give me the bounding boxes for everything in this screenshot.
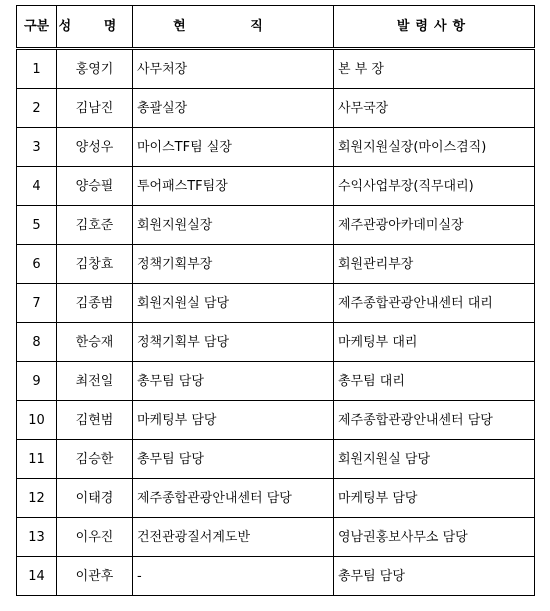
current-position: 정책기획부 담당 (133, 323, 334, 362)
table-row (17, 245, 535, 284)
current-position: 사무처장 (133, 49, 334, 89)
new-appointment: 마케팅부 대리 (334, 323, 535, 362)
employee-name: 이태경 (57, 479, 133, 518)
table-row (17, 362, 535, 401)
employee-name: 김창효 (57, 245, 133, 284)
row-number: 10 (17, 401, 57, 440)
table-row (17, 518, 535, 557)
employee-name: 양승필 (57, 167, 133, 206)
employee-name: 최전일 (57, 362, 133, 401)
header-name: 성 명 (57, 6, 133, 49)
current-position: 총괄실장 (133, 89, 334, 128)
current-position: 투어패스TF팀장 (133, 167, 334, 206)
table-row (17, 440, 535, 479)
header-no: 구분 (17, 6, 57, 49)
table-row (17, 401, 535, 440)
new-appointment: 사무국장 (334, 89, 535, 128)
table-header (17, 6, 535, 49)
current-position: - (133, 557, 334, 596)
current-position: 건전관광질서계도반 (133, 518, 334, 557)
employee-name: 양성우 (57, 128, 133, 167)
table-row (17, 206, 535, 245)
row-number: 9 (17, 362, 57, 401)
table-row (17, 323, 535, 362)
row-number: 11 (17, 440, 57, 479)
row-number: 1 (17, 49, 57, 89)
row-number: 14 (17, 557, 57, 596)
new-appointment: 회원지원실 담당 (334, 440, 535, 479)
header-new-appointment: 발령사항 (334, 6, 535, 49)
employee-name: 김승한 (57, 440, 133, 479)
table-row (17, 128, 535, 167)
row-number: 6 (17, 245, 57, 284)
row-number: 8 (17, 323, 57, 362)
row-number: 7 (17, 284, 57, 323)
new-appointment: 총무팀 대리 (334, 362, 535, 401)
new-appointment: 본 부 장 (334, 49, 535, 89)
employee-name: 이우진 (57, 518, 133, 557)
table-row (17, 89, 535, 128)
table-row (17, 167, 535, 206)
current-position: 마이스TF팀 실장 (133, 128, 334, 167)
row-number: 12 (17, 479, 57, 518)
row-number: 3 (17, 128, 57, 167)
current-position: 회원지원실 담당 (133, 284, 334, 323)
current-position: 제주종합관광안내센터 담당 (133, 479, 334, 518)
row-number: 4 (17, 167, 57, 206)
personnel-table-container (16, 5, 535, 596)
employee-name: 김현범 (57, 401, 133, 440)
table-row (17, 49, 535, 89)
new-appointment: 영남권홍보사무소 담당 (334, 518, 535, 557)
new-appointment: 수익사업부장(직무대리) (334, 167, 535, 206)
current-position: 마케팅부 담당 (133, 401, 334, 440)
row-number: 5 (17, 206, 57, 245)
new-appointment: 회원지원실장(마이스겸직) (334, 128, 535, 167)
table-body (17, 49, 535, 596)
current-position: 총무팀 담당 (133, 362, 334, 401)
employee-name: 김호준 (57, 206, 133, 245)
header-current-position: 현 직 (133, 6, 334, 49)
current-position: 총무팀 담당 (133, 440, 334, 479)
table-row (17, 479, 535, 518)
new-appointment: 총무팀 담당 (334, 557, 535, 596)
new-appointment: 회원관리부장 (334, 245, 535, 284)
current-position: 정책기획부장 (133, 245, 334, 284)
employee-name: 홍영기 (57, 49, 133, 89)
new-appointment: 마케팅부 담당 (334, 479, 535, 518)
employee-name: 김종범 (57, 284, 133, 323)
employee-name: 한승재 (57, 323, 133, 362)
new-appointment: 제주종합관광안내센터 담당 (334, 401, 535, 440)
personnel-appointment-table (16, 5, 535, 596)
row-number: 13 (17, 518, 57, 557)
employee-name: 김남진 (57, 89, 133, 128)
row-number: 2 (17, 89, 57, 128)
table-row (17, 557, 535, 596)
new-appointment: 제주종합관광안내센터 대리 (334, 284, 535, 323)
current-position: 회원지원실장 (133, 206, 334, 245)
employee-name: 이관후 (57, 557, 133, 596)
table-row (17, 284, 535, 323)
new-appointment: 제주관광아카데미실장 (334, 206, 535, 245)
header-row (17, 6, 535, 49)
